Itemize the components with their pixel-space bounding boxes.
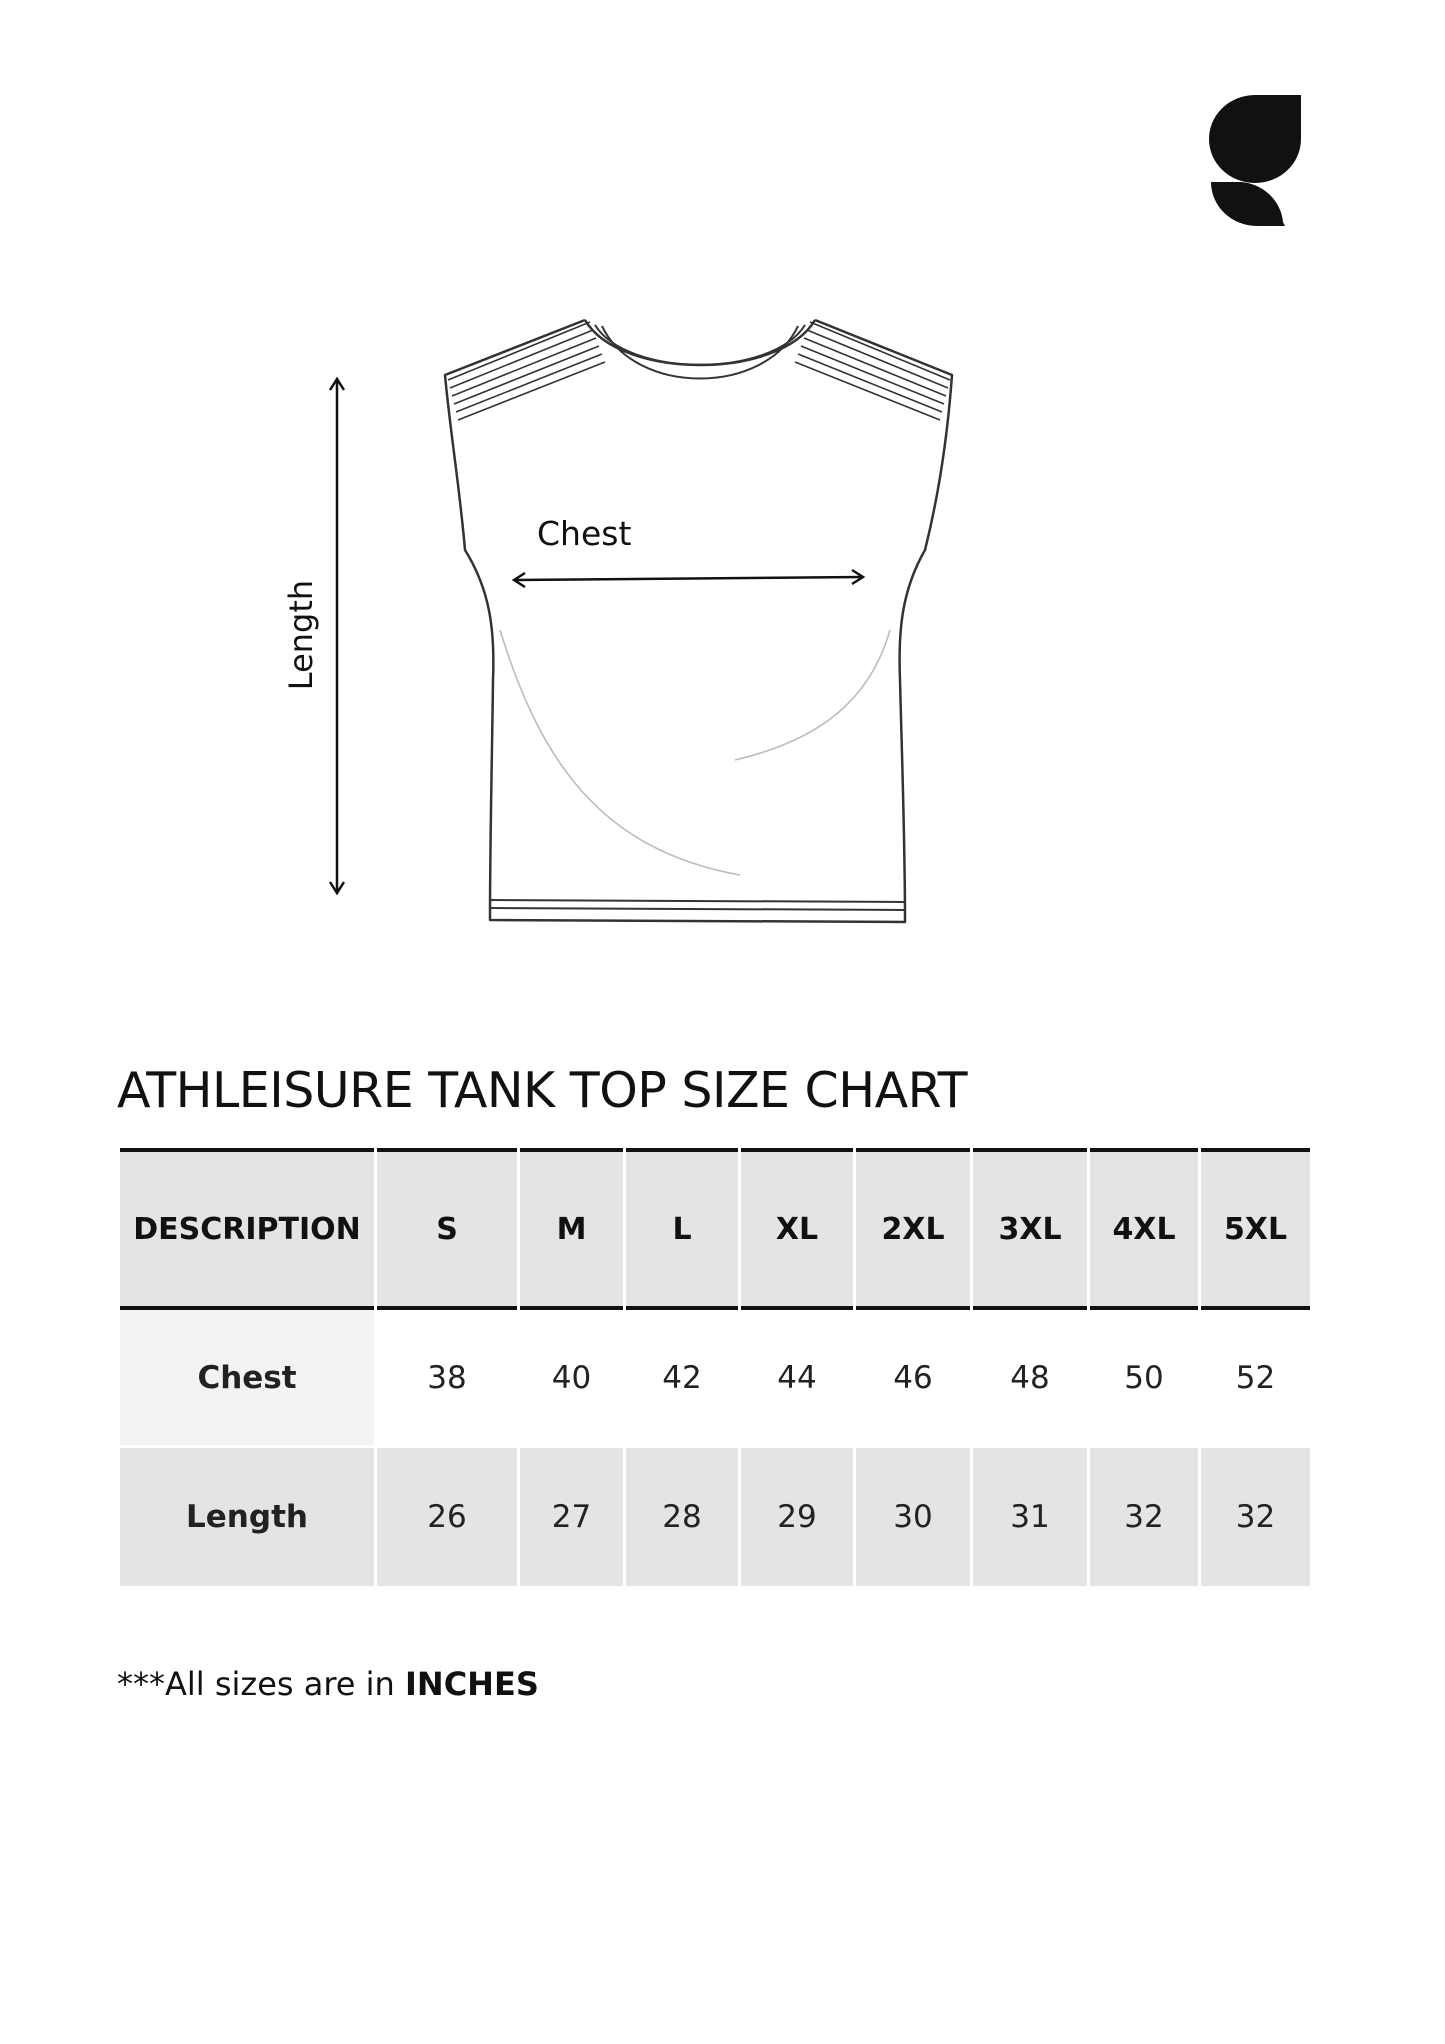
table-cell: 42 [626, 1310, 738, 1448]
column-header: XL [741, 1148, 853, 1310]
brand-logo [1205, 90, 1305, 240]
tank-top-diagram [250, 300, 1050, 960]
table-cell: 27 [520, 1448, 623, 1586]
page-title: ATHLEISURE TANK TOP SIZE CHART [117, 1062, 968, 1119]
table-header-row [120, 1148, 1310, 1310]
column-header: 2XL [856, 1148, 970, 1310]
column-header: 5XL [1201, 1148, 1310, 1310]
table-cell: 29 [741, 1448, 853, 1586]
column-header: M [520, 1148, 623, 1310]
table-cell: 50 [1090, 1310, 1198, 1448]
column-header: L [626, 1148, 738, 1310]
table-cell: 48 [973, 1310, 1087, 1448]
table-cell: 52 [1201, 1310, 1310, 1448]
table-cell: 40 [520, 1310, 623, 1448]
row-label: Length [120, 1448, 374, 1586]
chest-label: Chest [537, 514, 632, 553]
tank-top-outline [445, 320, 952, 922]
column-header: S [377, 1148, 517, 1310]
table-row [120, 1448, 1310, 1586]
table-cell: 32 [1201, 1448, 1310, 1586]
length-label: Length [282, 579, 320, 691]
table-cell: 28 [626, 1448, 738, 1586]
chest-arrow [514, 570, 863, 587]
table-cell: 30 [856, 1448, 970, 1586]
table-cell: 46 [856, 1310, 970, 1448]
table-cell: 26 [377, 1448, 517, 1586]
column-header: DESCRIPTION [120, 1148, 374, 1310]
footnote-unit: INCHES [405, 1665, 539, 1703]
column-header: 3XL [973, 1148, 1087, 1310]
table-cell: 44 [741, 1310, 853, 1448]
table-cell: 38 [377, 1310, 517, 1448]
length-arrow [330, 379, 344, 893]
row-label: Chest [120, 1310, 374, 1448]
units-footnote [117, 1665, 539, 1703]
size-chart-table [117, 1148, 1313, 1586]
column-header: 4XL [1090, 1148, 1198, 1310]
table-row [120, 1310, 1310, 1448]
table-cell: 32 [1090, 1448, 1198, 1586]
table-cell: 31 [973, 1448, 1087, 1586]
footnote-text: ***All sizes are in [117, 1665, 405, 1703]
